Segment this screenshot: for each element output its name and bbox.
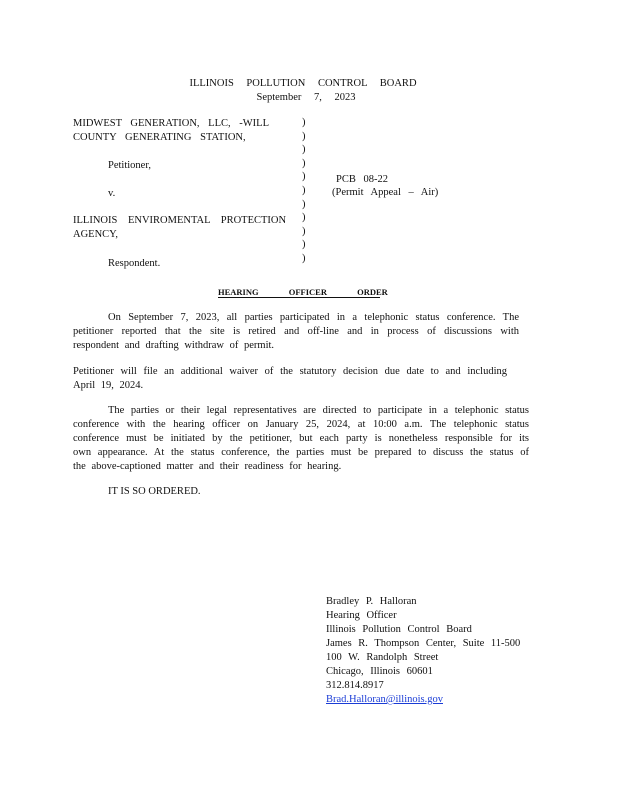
petitioner-name-line1: MIDWEST GENERATION, LLC, -WILL: [73, 118, 269, 129]
respondent-name-line1: ILLINOIS ENVIROMENTAL PROTECTION: [73, 215, 287, 226]
signer-phone: 312.814.8917: [326, 680, 384, 691]
paragraph-3: The parties or their legal representatives are directed to participate in a telephonic status conference with the hearing officer on January 25, 2024, at 10:00 a.m. The telephonic status conference must be initiated by the petitioner, but each party is nonetheless responsible for its own appearance. At the status conference, the parties must be prepared to discuss the status of the above-captioned matter and their readiness for hearing.: [73, 405, 529, 472]
paren: ): [302, 212, 306, 224]
paren: ): [302, 171, 306, 183]
paragraph-1: On September 7, 2023, all parties participated in a telephonic status conference. The petitioner reported that the site is retired and off-line and in process of discussions with respondent and drafting withdraw of permit.: [73, 312, 519, 351]
signer-building: James R. Thompson Center, Suite 11-500: [326, 638, 521, 649]
signer-email-link[interactable]: Brad.Halloran@illinois.gov: [326, 694, 443, 705]
case-type: (Permit Appeal – Air): [332, 187, 439, 198]
signer-title: Hearing Officer: [326, 610, 397, 621]
paren: ): [302, 252, 306, 264]
signer-street: 100 W. Randolph Street: [326, 652, 439, 663]
paren: ): [302, 225, 306, 237]
case-number: PCB 08-22: [336, 174, 388, 185]
signer-org: Illinois Pollution Control Board: [326, 624, 472, 635]
paragraph-2: Petitioner will file an additional waiver of the statutory decision due date to and including April 19, 2024.: [73, 366, 507, 391]
signer-city: Chicago, Illinois 60601: [326, 666, 433, 677]
paren: ): [302, 130, 306, 142]
paren: ): [302, 144, 306, 156]
respondent-label: Respondent.: [108, 258, 161, 269]
paren: ): [302, 184, 306, 196]
signer-name: Bradley P. Halloran: [326, 596, 417, 607]
header-date: September 7, 2023: [256, 92, 356, 103]
paren: ): [302, 239, 306, 251]
agency-title: ILLINOIS POLLUTION CONTROL BOARD: [189, 78, 417, 89]
respondent-name-line2: AGENCY,: [73, 229, 119, 240]
paren: ): [302, 117, 306, 128]
order-title: HEARING OFFICER ORDER: [218, 287, 388, 297]
paren: ): [302, 157, 306, 169]
petitioner-name-line2: COUNTY GENERATING STATION,: [73, 132, 246, 143]
petitioner-label: Petitioner,: [108, 160, 152, 171]
paren: ): [302, 198, 306, 210]
signature-block: [326, 595, 520, 707]
closing: IT IS SO ORDERED.: [108, 486, 201, 497]
versus: v.: [108, 188, 116, 199]
caption-divider: [302, 116, 306, 266]
